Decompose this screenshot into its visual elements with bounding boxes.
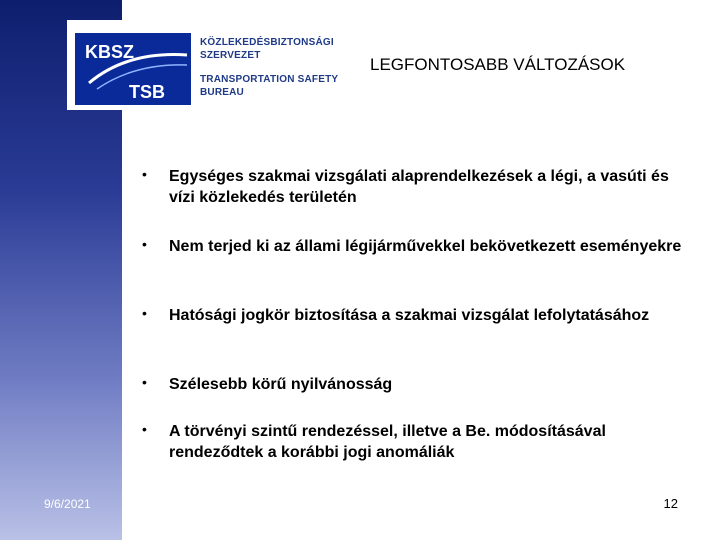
organization-logo — [67, 20, 357, 110]
kbsz-tsb-badge — [75, 33, 191, 105]
bullet-text: Szélesebb körű nyilvánosság — [169, 376, 393, 393]
bullet-icon: • — [142, 421, 147, 437]
badge-bottom-text: TSB — [129, 82, 165, 102]
bullet-text: Hatósági jogkör biztosítása a szakmai vizsgálat lefolytatásához — [169, 307, 650, 324]
org-name-hu-line2: SZERVEZET — [200, 50, 261, 61]
bullet-text: Egységes szakmai vizsgálati alaprendelkezések a légi, a vasúti és vízi közlekedés területén — [169, 168, 669, 206]
badge-graphic-icon — [75, 33, 191, 105]
bullet-text: Nem terjed ki az állami légijárművekkel bekövetkezett eseményekre — [169, 238, 682, 255]
bullet-icon: • — [142, 166, 147, 182]
slide-title: LEGFONTOSABB VÁLTOZÁSOK — [370, 55, 626, 74]
badge-top-text: KBSZ — [85, 42, 134, 62]
org-name-en-line1: TRANSPORTATION SAFETY — [200, 74, 339, 85]
page-number: 12 — [663, 496, 678, 511]
bullet-icon: • — [142, 305, 147, 321]
bullet-icon: • — [142, 374, 147, 390]
bullet-icon: • — [142, 236, 147, 252]
bullet-text: A törvényi szintű rendezéssel, illetve a Be. módosításával rendeződtek a korábbi jogi anomáliák — [169, 423, 606, 461]
org-name-hu-line1: KÖZLEKEDÉSBIZTONSÁGI — [200, 37, 334, 48]
slide-date: 9/6/2021 — [44, 497, 91, 511]
org-name-en-line2: BUREAU — [200, 87, 244, 98]
